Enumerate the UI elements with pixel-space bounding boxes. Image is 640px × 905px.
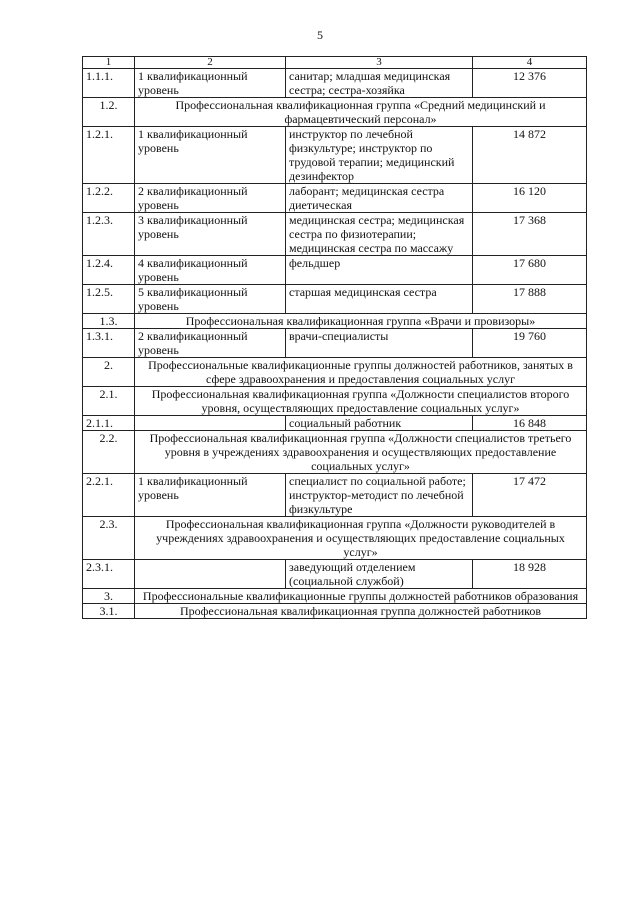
salary-value: 17 680 — [473, 256, 587, 285]
salary-value: 19 760 — [473, 329, 587, 358]
group-row — [83, 387, 587, 416]
group-title: Профессиональные квалификационные группы должностей работников образования — [135, 589, 587, 604]
group-row — [83, 314, 587, 329]
group-row — [83, 604, 587, 619]
salary-value: 17 888 — [473, 285, 587, 314]
positions: специалист по социальной работе; инструктор-методист по лечебной физкультуре — [286, 474, 473, 517]
row-number: 2.2.1. — [83, 474, 135, 517]
row-number: 2.3. — [83, 517, 135, 560]
salary-table — [82, 56, 587, 619]
salary-value: 18 928 — [473, 560, 587, 589]
group-title: Профессиональные квалификационные группы должностей работников, занятых в сфере здравоохранения и предоставления социальных услуг — [135, 358, 587, 387]
qualification-level — [135, 560, 286, 589]
qualification-level: 4 квалификационный уровень — [135, 256, 286, 285]
table-row — [83, 474, 587, 517]
group-title: Профессиональная квалификационная группа «Должности специалистов второго уровня, осуществляющих предоставление социальных услуг» — [135, 387, 587, 416]
group-row — [83, 358, 587, 387]
row-number: 1.2.4. — [83, 256, 135, 285]
positions: фельдшер — [286, 256, 473, 285]
table-header-row — [83, 57, 587, 69]
group-row — [83, 589, 587, 604]
positions: лаборант; медицинская сестра диетическая — [286, 184, 473, 213]
positions: социальный работник — [286, 416, 473, 431]
row-number: 1.3.1. — [83, 329, 135, 358]
group-title: Профессиональная квалификационная группа «Средний медицинский и фармацевтический персонал» — [135, 98, 587, 127]
group-row — [83, 517, 587, 560]
salary-value: 14 872 — [473, 127, 587, 184]
qualification-level: 3 квалификационный уровень — [135, 213, 286, 256]
table-row — [83, 560, 587, 589]
group-title: Профессиональная квалификационная группа «Врачи и провизоры» — [135, 314, 587, 329]
qualification-level: 2 квалификационный уровень — [135, 184, 286, 213]
positions: старшая медицинская сестра — [286, 285, 473, 314]
qualification-level: 1 квалификационный уровень — [135, 127, 286, 184]
table-row — [83, 329, 587, 358]
header-cell: 1 — [83, 57, 135, 69]
group-title: Профессиональная квалификационная группа должностей работников — [135, 604, 587, 619]
table-row — [83, 213, 587, 256]
row-number: 1.2. — [83, 98, 135, 127]
row-number: 1.2.5. — [83, 285, 135, 314]
header-cell: 3 — [286, 57, 473, 69]
row-number: 1.1.1. — [83, 69, 135, 98]
table-row — [83, 184, 587, 213]
row-number: 1.2.1. — [83, 127, 135, 184]
group-title: Профессиональная квалификационная группа «Должности специалистов третьего уровня в учреждениях здравоохранения и осуществляющих предоставление социальных услуг» — [135, 431, 587, 474]
row-number: 2.3.1. — [83, 560, 135, 589]
salary-value: 17 472 — [473, 474, 587, 517]
page-number: 5 — [317, 28, 323, 42]
row-number: 2. — [83, 358, 135, 387]
salary-value: 12 376 — [473, 69, 587, 98]
header-cell: 4 — [473, 57, 587, 69]
qualification-level — [135, 416, 286, 431]
row-number: 2.1. — [83, 387, 135, 416]
qualification-level: 1 квалификационный уровень — [135, 474, 286, 517]
table-row — [83, 285, 587, 314]
row-number: 2.1.1. — [83, 416, 135, 431]
row-number: 2.2. — [83, 431, 135, 474]
group-title: Профессиональная квалификационная группа «Должности руководителей в учреждениях здравоохранения и осуществляющих предоставление социальных услуг» — [135, 517, 587, 560]
qualification-level: 1 квалификационный уровень — [135, 69, 286, 98]
row-number: 1.3. — [83, 314, 135, 329]
group-row — [83, 431, 587, 474]
table-row — [83, 256, 587, 285]
group-row — [83, 98, 587, 127]
positions: врачи-специалисты — [286, 329, 473, 358]
table-row — [83, 127, 587, 184]
salary-value: 16 848 — [473, 416, 587, 431]
row-number: 1.2.3. — [83, 213, 135, 256]
qualification-level: 2 квалификационный уровень — [135, 329, 286, 358]
salary-value: 16 120 — [473, 184, 587, 213]
header-cell: 2 — [135, 57, 286, 69]
table-row — [83, 69, 587, 98]
positions: инструктор по лечебной физкультуре; инструктор по трудовой терапии; медицинский дезинфектор — [286, 127, 473, 184]
positions: медицинская сестра; медицинская сестра по физиотерапии; медицинская сестра по массажу — [286, 213, 473, 256]
row-number: 1.2.2. — [83, 184, 135, 213]
salary-value: 17 368 — [473, 213, 587, 256]
table-row — [83, 416, 587, 431]
row-number: 3. — [83, 589, 135, 604]
row-number: 3.1. — [83, 604, 135, 619]
positions: заведующий отделением (социальной службой) — [286, 560, 473, 589]
positions: санитар; младшая медицинская сестра; сестра-хозяйка — [286, 69, 473, 98]
qualification-level: 5 квалификационный уровень — [135, 285, 286, 314]
